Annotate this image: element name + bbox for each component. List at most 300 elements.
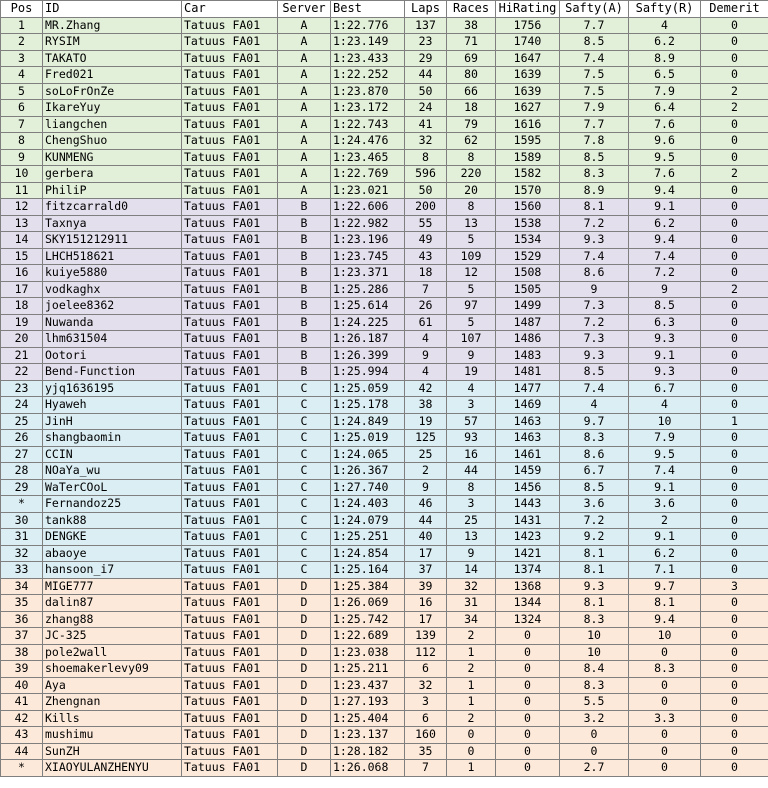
cell-hirating: 1627	[496, 100, 560, 117]
cell-server: A	[278, 83, 331, 100]
cell-safety-a: 7.7	[560, 116, 629, 133]
cell-races: 80	[447, 67, 496, 84]
cell-server: B	[278, 364, 331, 381]
cell-safety-a: 3.6	[560, 496, 629, 513]
cell-server: C	[278, 529, 331, 546]
header-safety-a: Safty(A)	[560, 1, 629, 18]
cell-car: Tatuus FA01	[182, 677, 278, 694]
cell-best: 1:23.433	[331, 50, 405, 67]
cell-races: 1	[447, 694, 496, 711]
cell-id: fitzcarrald0	[43, 199, 182, 216]
cell-best: 1:23.137	[331, 727, 405, 744]
cell-hirating: 1560	[496, 199, 560, 216]
cell-best: 1:25.164	[331, 562, 405, 579]
header-id: ID	[43, 1, 182, 18]
cell-hirating: 1505	[496, 281, 560, 298]
cell-safety-r: 9.3	[629, 331, 701, 348]
cell-hirating: 1368	[496, 578, 560, 595]
header-best: Best	[331, 1, 405, 18]
cell-safety-r: 9.4	[629, 182, 701, 199]
cell-best: 1:23.149	[331, 34, 405, 51]
cell-pos: 31	[1, 529, 43, 546]
cell-best: 1:23.745	[331, 248, 405, 265]
table-row	[1, 331, 768, 348]
table-row	[1, 760, 768, 777]
cell-laps: 23	[405, 34, 447, 51]
table-row	[1, 298, 768, 315]
cell-demerit: 0	[701, 760, 768, 777]
cell-races: 107	[447, 331, 496, 348]
cell-pos: 20	[1, 331, 43, 348]
cell-safety-r: 9.5	[629, 446, 701, 463]
cell-car: Tatuus FA01	[182, 727, 278, 744]
cell-safety-r: 6.7	[629, 380, 701, 397]
cell-id: NOaYa_wu	[43, 463, 182, 480]
cell-safety-r: 8.3	[629, 661, 701, 678]
table-row	[1, 50, 768, 67]
cell-pos: 37	[1, 628, 43, 645]
cell-hirating: 1508	[496, 265, 560, 282]
cell-safety-r: 9.6	[629, 133, 701, 150]
cell-server: A	[278, 182, 331, 199]
cell-safety-r: 0	[629, 727, 701, 744]
cell-races: 2	[447, 661, 496, 678]
cell-car: Tatuus FA01	[182, 100, 278, 117]
cell-best: 1:23.021	[331, 182, 405, 199]
cell-car: Tatuus FA01	[182, 199, 278, 216]
cell-id: SKY151212911	[43, 232, 182, 249]
cell-demerit: 0	[701, 463, 768, 480]
cell-server: C	[278, 463, 331, 480]
cell-car: Tatuus FA01	[182, 397, 278, 414]
table-row	[1, 116, 768, 133]
cell-id: WaTerCOoL	[43, 479, 182, 496]
table-row	[1, 17, 768, 34]
cell-safety-r: 9	[629, 281, 701, 298]
cell-hirating: 1456	[496, 479, 560, 496]
cell-pos: 7	[1, 116, 43, 133]
cell-pos: 40	[1, 677, 43, 694]
cell-safety-a: 10	[560, 644, 629, 661]
cell-id: zhang88	[43, 611, 182, 628]
cell-best: 1:23.465	[331, 149, 405, 166]
cell-demerit: 0	[701, 314, 768, 331]
cell-pos: 28	[1, 463, 43, 480]
cell-car: Tatuus FA01	[182, 83, 278, 100]
cell-hirating: 1538	[496, 215, 560, 232]
cell-server: C	[278, 446, 331, 463]
table-row	[1, 100, 768, 117]
table-row	[1, 562, 768, 579]
cell-server: D	[278, 743, 331, 760]
table-row	[1, 34, 768, 51]
table-row	[1, 611, 768, 628]
cell-safety-a: 7.7	[560, 17, 629, 34]
cell-pos: 17	[1, 281, 43, 298]
cell-safety-r: 3.6	[629, 496, 701, 513]
cell-safety-r: 2	[629, 512, 701, 529]
cell-id: Fernandoz25	[43, 496, 182, 513]
cell-hirating: 1421	[496, 545, 560, 562]
cell-demerit: 0	[701, 364, 768, 381]
cell-best: 1:25.614	[331, 298, 405, 315]
cell-races: 13	[447, 529, 496, 546]
cell-laps: 16	[405, 595, 447, 612]
cell-demerit: 0	[701, 215, 768, 232]
cell-best: 1:25.286	[331, 281, 405, 298]
cell-safety-r: 7.9	[629, 430, 701, 447]
cell-server: B	[278, 248, 331, 265]
cell-hirating: 1463	[496, 413, 560, 430]
cell-safety-r: 9.1	[629, 479, 701, 496]
cell-car: Tatuus FA01	[182, 149, 278, 166]
header-laps: Laps	[405, 1, 447, 18]
cell-safety-a: 8.1	[560, 562, 629, 579]
table-row	[1, 364, 768, 381]
cell-safety-a: 8.3	[560, 611, 629, 628]
cell-car: Tatuus FA01	[182, 710, 278, 727]
cell-server: C	[278, 397, 331, 414]
cell-server: D	[278, 578, 331, 595]
header-row	[1, 1, 768, 18]
cell-car: Tatuus FA01	[182, 578, 278, 595]
cell-races: 69	[447, 50, 496, 67]
cell-races: 93	[447, 430, 496, 447]
cell-safety-r: 10	[629, 628, 701, 645]
table-row	[1, 496, 768, 513]
cell-pos: 24	[1, 397, 43, 414]
cell-demerit: 1	[701, 413, 768, 430]
table-row	[1, 430, 768, 447]
table-row	[1, 578, 768, 595]
cell-best: 1:25.059	[331, 380, 405, 397]
cell-car: Tatuus FA01	[182, 430, 278, 447]
cell-safety-a: 7.2	[560, 512, 629, 529]
cell-car: Tatuus FA01	[182, 479, 278, 496]
cell-demerit: 0	[701, 298, 768, 315]
cell-laps: 50	[405, 83, 447, 100]
cell-demerit: 2	[701, 166, 768, 183]
table-row	[1, 248, 768, 265]
cell-id: MIGE777	[43, 578, 182, 595]
cell-laps: 18	[405, 265, 447, 282]
table-row	[1, 281, 768, 298]
cell-races: 1	[447, 677, 496, 694]
cell-car: Tatuus FA01	[182, 545, 278, 562]
cell-server: D	[278, 760, 331, 777]
cell-races: 31	[447, 595, 496, 612]
cell-safety-r: 9.1	[629, 199, 701, 216]
cell-demerit: 0	[701, 694, 768, 711]
cell-hirating: 1529	[496, 248, 560, 265]
cell-car: Tatuus FA01	[182, 661, 278, 678]
table-row	[1, 380, 768, 397]
cell-laps: 25	[405, 446, 447, 463]
cell-car: Tatuus FA01	[182, 133, 278, 150]
cell-car: Tatuus FA01	[182, 298, 278, 315]
cell-car: Tatuus FA01	[182, 34, 278, 51]
cell-laps: 6	[405, 661, 447, 678]
cell-demerit: 0	[701, 479, 768, 496]
cell-safety-r: 4	[629, 397, 701, 414]
cell-server: C	[278, 430, 331, 447]
cell-car: Tatuus FA01	[182, 413, 278, 430]
cell-hirating: 1481	[496, 364, 560, 381]
cell-id: tank88	[43, 512, 182, 529]
cell-demerit: 2	[701, 281, 768, 298]
table-row	[1, 215, 768, 232]
header-safety-r: Safty(R)	[629, 1, 701, 18]
cell-car: Tatuus FA01	[182, 281, 278, 298]
cell-demerit: 0	[701, 661, 768, 678]
cell-car: Tatuus FA01	[182, 265, 278, 282]
cell-pos: 21	[1, 347, 43, 364]
cell-best: 1:26.068	[331, 760, 405, 777]
cell-races: 20	[447, 182, 496, 199]
cell-hirating: 1461	[496, 446, 560, 463]
cell-safety-r: 9.4	[629, 232, 701, 249]
cell-safety-a: 7.2	[560, 314, 629, 331]
cell-id: Nuwanda	[43, 314, 182, 331]
cell-demerit: 0	[701, 496, 768, 513]
cell-server: C	[278, 413, 331, 430]
cell-id: Ootori	[43, 347, 182, 364]
cell-safety-r: 0	[629, 677, 701, 694]
cell-server: A	[278, 116, 331, 133]
cell-demerit: 0	[701, 248, 768, 265]
cell-server: D	[278, 677, 331, 694]
table-row	[1, 133, 768, 150]
cell-best: 1:27.193	[331, 694, 405, 711]
cell-hirating: 1582	[496, 166, 560, 183]
cell-demerit: 0	[701, 149, 768, 166]
cell-demerit: 0	[701, 347, 768, 364]
cell-best: 1:22.982	[331, 215, 405, 232]
cell-laps: 42	[405, 380, 447, 397]
header-races: Races	[447, 1, 496, 18]
cell-safety-a: 7.8	[560, 133, 629, 150]
cell-races: 97	[447, 298, 496, 315]
cell-races: 109	[447, 248, 496, 265]
cell-races: 44	[447, 463, 496, 480]
cell-laps: 24	[405, 100, 447, 117]
cell-id: Hyaweh	[43, 397, 182, 414]
cell-demerit: 0	[701, 34, 768, 51]
cell-laps: 4	[405, 331, 447, 348]
cell-hirating: 0	[496, 644, 560, 661]
cell-best: 1:26.069	[331, 595, 405, 612]
cell-best: 1:23.870	[331, 83, 405, 100]
cell-safety-a: 8.3	[560, 677, 629, 694]
cell-races: 2	[447, 710, 496, 727]
cell-pos: 1	[1, 17, 43, 34]
cell-demerit: 0	[701, 331, 768, 348]
cell-hirating: 0	[496, 628, 560, 645]
cell-laps: 32	[405, 133, 447, 150]
cell-best: 1:24.065	[331, 446, 405, 463]
cell-safety-r: 6.2	[629, 545, 701, 562]
cell-server: B	[278, 265, 331, 282]
cell-server: D	[278, 628, 331, 645]
cell-safety-r: 6.2	[629, 34, 701, 51]
cell-demerit: 0	[701, 232, 768, 249]
cell-races: 9	[447, 545, 496, 562]
table-row	[1, 743, 768, 760]
cell-laps: 61	[405, 314, 447, 331]
cell-pos: 9	[1, 149, 43, 166]
cell-laps: 125	[405, 430, 447, 447]
cell-car: Tatuus FA01	[182, 50, 278, 67]
cell-id: vodkaghx	[43, 281, 182, 298]
cell-races: 2	[447, 628, 496, 645]
cell-laps: 49	[405, 232, 447, 249]
cell-safety-a: 0	[560, 743, 629, 760]
cell-pos: 44	[1, 743, 43, 760]
cell-races: 0	[447, 727, 496, 744]
cell-hirating: 1374	[496, 562, 560, 579]
cell-best: 1:22.776	[331, 17, 405, 34]
cell-car: Tatuus FA01	[182, 347, 278, 364]
cell-car: Tatuus FA01	[182, 496, 278, 513]
table-row	[1, 661, 768, 678]
cell-races: 8	[447, 199, 496, 216]
cell-safety-r: 6.3	[629, 314, 701, 331]
cell-laps: 112	[405, 644, 447, 661]
table-body	[1, 17, 768, 776]
cell-pos: 29	[1, 479, 43, 496]
cell-hirating: 1463	[496, 430, 560, 447]
cell-races: 25	[447, 512, 496, 529]
cell-id: hansoon_i7	[43, 562, 182, 579]
cell-safety-a: 9.3	[560, 347, 629, 364]
cell-car: Tatuus FA01	[182, 644, 278, 661]
cell-id: XIAOYULANZHENYU	[43, 760, 182, 777]
cell-demerit: 0	[701, 116, 768, 133]
cell-hirating: 1324	[496, 611, 560, 628]
cell-laps: 44	[405, 67, 447, 84]
cell-laps: 160	[405, 727, 447, 744]
cell-best: 1:25.251	[331, 529, 405, 546]
cell-pos: 33	[1, 562, 43, 579]
cell-demerit: 0	[701, 133, 768, 150]
cell-safety-r: 9.1	[629, 347, 701, 364]
cell-pos: 22	[1, 364, 43, 381]
cell-pos: 18	[1, 298, 43, 315]
table-row	[1, 628, 768, 645]
cell-hirating: 0	[496, 727, 560, 744]
cell-best: 1:23.371	[331, 265, 405, 282]
table-row	[1, 644, 768, 661]
cell-safety-a: 8.1	[560, 545, 629, 562]
cell-server: D	[278, 644, 331, 661]
cell-safety-a: 6.7	[560, 463, 629, 480]
cell-races: 34	[447, 611, 496, 628]
cell-safety-r: 7.6	[629, 116, 701, 133]
cell-races: 220	[447, 166, 496, 183]
cell-races: 14	[447, 562, 496, 579]
table-row	[1, 512, 768, 529]
cell-hirating: 1469	[496, 397, 560, 414]
cell-safety-a: 9	[560, 281, 629, 298]
cell-races: 1	[447, 760, 496, 777]
cell-car: Tatuus FA01	[182, 364, 278, 381]
cell-safety-a: 8.5	[560, 479, 629, 496]
cell-safety-a: 0	[560, 727, 629, 744]
header-car: Car	[182, 1, 278, 18]
cell-safety-r: 4	[629, 17, 701, 34]
cell-car: Tatuus FA01	[182, 248, 278, 265]
table-row	[1, 314, 768, 331]
cell-safety-a: 8.1	[560, 199, 629, 216]
cell-safety-a: 7.4	[560, 248, 629, 265]
cell-best: 1:25.404	[331, 710, 405, 727]
cell-laps: 37	[405, 562, 447, 579]
cell-safety-a: 7.3	[560, 331, 629, 348]
cell-safety-a: 5.5	[560, 694, 629, 711]
cell-races: 12	[447, 265, 496, 282]
cell-hirating: 1534	[496, 232, 560, 249]
cell-best: 1:27.740	[331, 479, 405, 496]
cell-laps: 9	[405, 347, 447, 364]
cell-id: KUNMENG	[43, 149, 182, 166]
cell-car: Tatuus FA01	[182, 314, 278, 331]
cell-safety-a: 8.5	[560, 149, 629, 166]
table-row	[1, 479, 768, 496]
cell-best: 1:25.994	[331, 364, 405, 381]
cell-id: Fred021	[43, 67, 182, 84]
cell-id: Aya	[43, 677, 182, 694]
cell-safety-a: 9.3	[560, 232, 629, 249]
cell-demerit: 0	[701, 644, 768, 661]
cell-id: yjq1636195	[43, 380, 182, 397]
header-hirating: HiRating	[496, 1, 560, 18]
cell-laps: 41	[405, 116, 447, 133]
cell-car: Tatuus FA01	[182, 232, 278, 249]
cell-pos: 4	[1, 67, 43, 84]
table-row	[1, 83, 768, 100]
table-row	[1, 265, 768, 282]
cell-pos: 11	[1, 182, 43, 199]
cell-safety-a: 8.6	[560, 446, 629, 463]
cell-server: A	[278, 34, 331, 51]
cell-car: Tatuus FA01	[182, 166, 278, 183]
cell-laps: 50	[405, 182, 447, 199]
cell-pos: 23	[1, 380, 43, 397]
cell-races: 8	[447, 479, 496, 496]
cell-car: Tatuus FA01	[182, 743, 278, 760]
cell-server: B	[278, 347, 331, 364]
cell-laps: 4	[405, 364, 447, 381]
cell-safety-r: 3.3	[629, 710, 701, 727]
cell-server: A	[278, 166, 331, 183]
table-row	[1, 446, 768, 463]
cell-best: 1:24.079	[331, 512, 405, 529]
cell-hirating: 1483	[496, 347, 560, 364]
cell-races: 19	[447, 364, 496, 381]
cell-safety-a: 4	[560, 397, 629, 414]
cell-safety-r: 0	[629, 743, 701, 760]
cell-server: A	[278, 133, 331, 150]
cell-laps: 40	[405, 529, 447, 546]
cell-id: gerbera	[43, 166, 182, 183]
cell-races: 18	[447, 100, 496, 117]
cell-hirating: 1443	[496, 496, 560, 513]
cell-laps: 17	[405, 611, 447, 628]
cell-pos: *	[1, 760, 43, 777]
cell-id: dalin87	[43, 595, 182, 612]
cell-best: 1:23.196	[331, 232, 405, 249]
cell-id: kuiye5880	[43, 265, 182, 282]
